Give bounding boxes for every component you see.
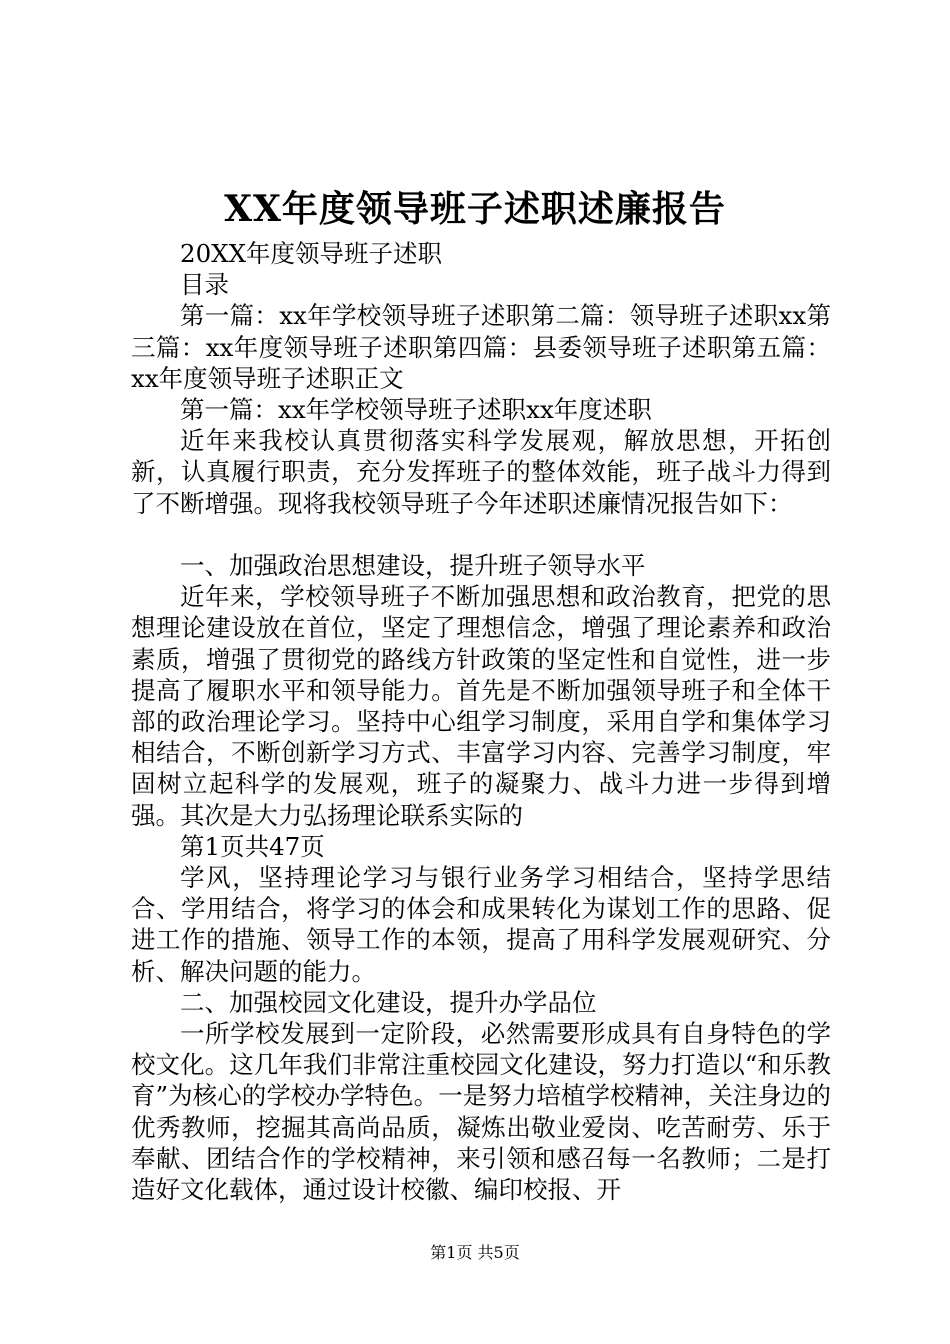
paragraph-body-2: 学风，坚持理论学习与银行业务学习相结合，坚持学思结合、学用结合，将学习的体会和成果转化为谋划工作的思路、促进工作的措施、领导工作的本领，提高了用科学发展观研究、分析、解决问题的能力。 xyxy=(131,863,831,986)
paragraph-section-heading: 第一篇：xx年学校领导班子述职xx年度述职 xyxy=(180,395,652,425)
paragraph-inline-page-marker: 第1页共47页 xyxy=(180,831,325,861)
paragraph-blank xyxy=(131,519,831,550)
paragraph-subtitle: 20XX年度领导班子述职 xyxy=(180,239,443,268)
paragraph-body-1: 近年来，学校领导班子不断加强思想和政治教育，把党的思想理论建设放在首位，坚定了理想信念，增强了理论素养和政治素质，增强了贯彻党的路线方针政策的坚定性和自觉性，进一步提高了履职水平和领导能力。首先是不断加强领导班子和全体干部的政治理论学习。坚持中心组学习制度，采用自学和集体学习相结合，不断创新学习方式、丰富学习内容、完善学习制度，牢固树立起科学的发展观，班子的凝聚力、战斗力进一步得到增强。其次是大力弘扬理论联系实际的 xyxy=(131,582,831,830)
paragraph-toc: 第一篇：xx年学校领导班子述职第二篇：领导班子述职xx第三篇：xx年度领导班子述职第四篇：县委领导班子述职第五篇：xx年度领导班子述职正文 xyxy=(131,301,831,393)
page-footer: 第1页 共5页 xyxy=(430,1243,520,1262)
paragraph-toc-heading: 目录 xyxy=(180,270,229,300)
paragraph-heading-2: 二、加强校园文化建设，提升办学品位 xyxy=(180,987,597,1017)
document-title: XX年度领导班子述职述廉报告 xyxy=(224,188,726,230)
paragraph-heading-1: 一、加强政治思想建设，提升班子领导水平 xyxy=(180,551,646,581)
paragraph-intro: 近年来我校认真贯彻落实科学发展观，解放思想，开拓创新，认真履行职责，充分发挥班子的整体效能，班子战斗力得到了不断增强。现将我校领导班子今年述职述廉情况报告如下： xyxy=(131,426,831,518)
paragraph-body-3: 一所学校发展到一定阶段，必然需要形成具有自身特色的学校文化。这几年我们非常注重校园文化建设，努力打造以“和乐教育”为核心的学校办学特色。一是努力培植学校精神，关注身边的优秀教师，挖掘其高尚品质，凝炼出敬业爱岗、吃苦耐劳、乐于奉献、团结合作的学校精神，来引领和感召每一名教师；二是打造好文化载体，通过设计校徽、编印校报、开 xyxy=(131,1019,831,1205)
document-body xyxy=(131,238,831,1205)
